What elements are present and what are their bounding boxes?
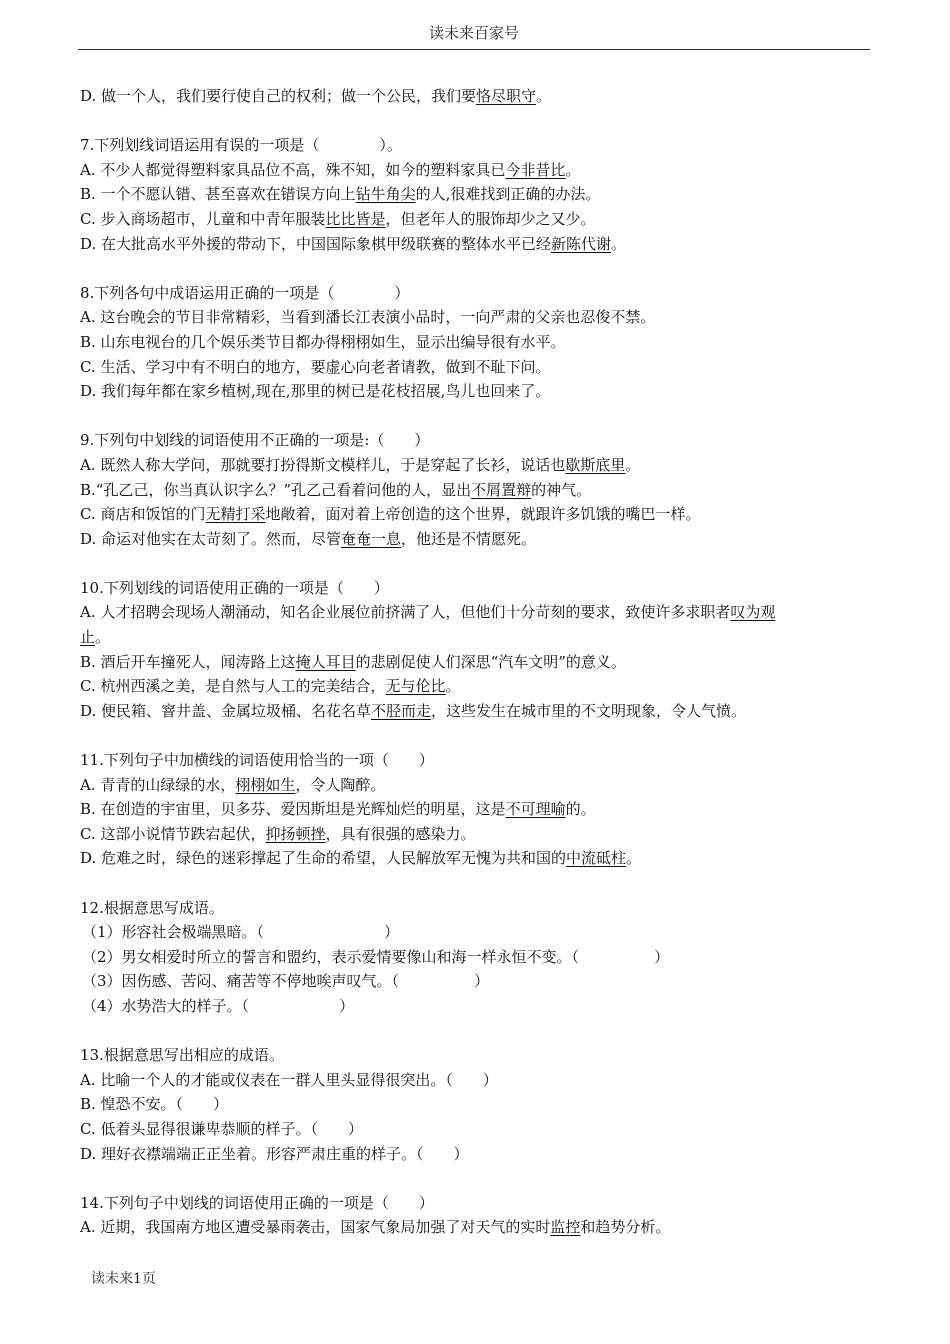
page-footer: 读未来1页 xyxy=(91,1271,156,1287)
underlined-term: 监控 xyxy=(550,1218,581,1237)
answer-blank[interactable] xyxy=(183,1095,213,1113)
text-line xyxy=(80,920,870,945)
text-line xyxy=(80,1092,870,1117)
paragraph-gap xyxy=(80,109,870,134)
line-text-tail: 地敞着，面对着上帝创造的这个世界，就跟许多饥饿的嘴巴一样。 xyxy=(265,505,701,524)
line-text: 10.下列划线的词语使用正确的一项是（ xyxy=(80,578,344,597)
line-text-tail: 的神气。 xyxy=(531,480,592,499)
line-text-tail: ，他还是不情愿死。 xyxy=(401,529,537,548)
line-text-tail: ） xyxy=(482,1070,498,1089)
underlined-term: 抑扬顿挫 xyxy=(265,824,326,843)
text-line xyxy=(80,305,870,330)
answer-blank[interactable] xyxy=(334,284,394,302)
line-text-tail: 。 xyxy=(536,87,552,105)
line-text: D. 便民箱、窨井盖、金属垃圾桶、名花名草 xyxy=(80,701,372,720)
underlined-term: 无与伦比 xyxy=(385,677,446,696)
paragraph-gap xyxy=(80,404,870,429)
line-text: A. 不少人都觉得塑料家具品位不高，殊不知，如今的塑料家具已 xyxy=(80,160,506,179)
answer-blank[interactable] xyxy=(384,431,414,449)
line-text-tail: ，但老年人的服饰却少之又少。 xyxy=(385,209,596,228)
line-text-tail: 的。 xyxy=(565,800,596,819)
line-text-tail: ） xyxy=(414,431,430,450)
line-text-tail: ） xyxy=(474,972,490,991)
page-header: 读未来百家号 xyxy=(428,24,519,42)
line-text-tail: ，令人陶醉。 xyxy=(295,775,386,794)
line-text: D. 我们每年都在家乡植树,现在,那里的树已是花枝招展,鸟儿也回来了。 xyxy=(80,382,551,401)
underlined-term: 恪尽职守 xyxy=(476,87,537,105)
text-line xyxy=(80,281,870,306)
text-line xyxy=(80,1142,870,1167)
text-line xyxy=(80,1068,870,1093)
paragraph-gap xyxy=(80,723,870,748)
paragraph-gap xyxy=(80,1166,870,1191)
line-text: C. 杭州西溪之美，是自然与人工的完美结合， xyxy=(80,677,386,696)
text-line xyxy=(80,84,870,109)
line-text: 7.下列划线词语运用有误的一项是（ xyxy=(80,136,320,155)
line-text: C. 这部小说情节跌宕起伏， xyxy=(80,824,266,843)
answer-blank[interactable] xyxy=(579,948,654,966)
text-line xyxy=(80,674,870,699)
answer-blank[interactable] xyxy=(319,136,379,154)
line-text-tail: ，具有很强的感染力。 xyxy=(325,824,476,843)
line-text: （3）因伤感、苦闷、痛苦等不停地唉声叹气。（ xyxy=(82,972,400,991)
line-text: D. 在大批高水平外援的带动下，中国国际象棋甲级联赛的整体水平已经 xyxy=(80,234,552,253)
line-text-tail: ） xyxy=(453,1144,469,1163)
line-text: B. 一个不愿认错、甚至喜欢在错误方向上 xyxy=(80,185,356,204)
paragraph-gap xyxy=(80,256,870,281)
text-line xyxy=(80,355,870,380)
text-line xyxy=(80,896,870,921)
line-text-tail: 。 xyxy=(611,234,627,253)
text-line xyxy=(80,1043,870,1068)
header-rule xyxy=(78,49,870,50)
answer-blank[interactable] xyxy=(389,1194,419,1212)
underlined-term: 不可理喻 xyxy=(505,800,566,819)
underlined-term: 不胫而走 xyxy=(371,701,432,720)
line-text: 12.根据意思写成语。 xyxy=(80,898,224,917)
underlined-term: 无精打采 xyxy=(205,505,266,524)
text-line xyxy=(80,650,870,675)
line-text-tail: 。 xyxy=(626,849,642,868)
line-text: 14.下列句子中划线的词语使用正确的一项是（ xyxy=(80,1193,389,1212)
text-line xyxy=(80,600,870,625)
line-text-tail: 。 xyxy=(565,160,581,179)
text-line xyxy=(80,945,870,970)
underlined-term: 不屑置辩 xyxy=(471,480,532,499)
answer-blank[interactable] xyxy=(264,923,384,941)
line-text-tail: 。 xyxy=(625,455,641,474)
text-line xyxy=(80,748,870,773)
text-line xyxy=(80,1117,870,1142)
text-line xyxy=(80,133,870,158)
line-text: 13.根据意思写出相应的成语。 xyxy=(80,1046,284,1065)
answer-blank[interactable] xyxy=(344,579,374,597)
line-text: D. 做一个人，我们要行使自己的权利；做一个公民，我们要 xyxy=(80,87,477,105)
line-text: D. 危难之时，绿色的迷彩撑起了生命的希望，人民解放军无愧为共和国的 xyxy=(80,849,567,868)
text-line xyxy=(80,846,870,871)
line-text: B. 在创造的宇宙里，贝多芬、爱因斯坦是光辉灿烂的明星，这是 xyxy=(80,800,506,819)
text-line xyxy=(80,625,870,650)
text-line xyxy=(80,428,870,453)
line-text: B. 山东电视台的几个娱乐类节目都办得栩栩如生，显示出编导很有水平。 xyxy=(80,332,566,351)
paragraph-gap xyxy=(80,1019,870,1044)
line-text: C. 生活、学习中有不明白的地方，要虚心向老者请教，做到不耻下问。 xyxy=(80,357,551,376)
text-line xyxy=(80,1215,870,1240)
line-text: A. 既然人称大学问，那就要打扮得斯文模样儿，于是穿起了长衫，说话也 xyxy=(80,455,566,474)
text-line xyxy=(80,158,870,183)
line-text-tail: 。 xyxy=(445,677,461,696)
line-text: D. 命运对他实在太苛刻了。然而，尽管 xyxy=(80,529,342,548)
text-line xyxy=(80,453,870,478)
text-line xyxy=(80,478,870,503)
text-line xyxy=(80,330,870,355)
line-text: A. 比喻一个人的才能或仪表在一群人里头显得很突出。（ xyxy=(80,1070,453,1089)
line-text: B. 酒后开车撞死人，闻涛路上这 xyxy=(80,652,296,671)
line-text-tail: ） xyxy=(213,1095,229,1114)
line-text: （2）男女相爱时所立的誓言和盟约，表示爱情要像山和海一样永恒不变。（ xyxy=(82,947,580,966)
line-text-tail: ）。 xyxy=(379,136,402,155)
underlined-term: 栩栩如生 xyxy=(235,775,296,794)
answer-blank[interactable] xyxy=(453,1071,483,1089)
text-line xyxy=(80,207,870,232)
text-line xyxy=(80,502,870,527)
underlined-term: 奄奄一息 xyxy=(341,529,402,548)
line-text-tail: ，这些发生在城市里的不文明现象，令人气愤。 xyxy=(431,701,747,720)
line-text: C. 步入商场超市，儿童和中青年服装 xyxy=(80,209,326,228)
line-text-tail: ） xyxy=(373,578,389,597)
underlined-term: 中流砥柱 xyxy=(566,849,627,868)
text-line xyxy=(80,379,870,404)
line-text: C. 商店和饭馆的门 xyxy=(80,505,206,524)
text-line xyxy=(80,699,870,724)
text-line xyxy=(80,576,870,601)
line-text: 9.下列句中划线的词语使用不正确的一项是:（ xyxy=(80,431,385,450)
line-text-tail: ） xyxy=(418,1193,434,1212)
line-text-tail: ） xyxy=(348,1119,364,1138)
line-text-tail: 的人,很难找到正确的办法。 xyxy=(415,185,601,204)
text-line xyxy=(80,969,870,994)
text-line xyxy=(80,1191,870,1216)
answer-blank[interactable] xyxy=(249,997,339,1015)
answer-blank[interactable] xyxy=(399,972,474,990)
line-text: B. 惶恐不安。（ xyxy=(80,1095,184,1114)
line-text: （4）水势浩大的样子。（ xyxy=(82,996,250,1015)
paragraph-gap xyxy=(80,551,870,576)
text-line xyxy=(80,773,870,798)
line-text: A. 青青的山绿绿的水， xyxy=(80,775,236,794)
line-text-tail: ） xyxy=(339,996,355,1015)
text-line xyxy=(80,994,870,1019)
underlined-term: 掩人耳目 xyxy=(295,652,356,671)
text-line xyxy=(80,232,870,257)
paragraph-gap xyxy=(80,871,870,896)
line-text-tail: ） xyxy=(384,923,400,942)
line-text-tail: ） xyxy=(418,751,434,770)
document-body xyxy=(80,84,870,1240)
line-text: C. 低着头显得很谦卑恭顺的样子。（ xyxy=(80,1119,318,1138)
line-text: （1）形容社会极端黑暗。（ xyxy=(82,923,265,942)
underlined-term: 钻牛角尖 xyxy=(355,185,416,204)
underlined-term: 叹为观 xyxy=(730,603,776,622)
underlined-term: 新陈代谢 xyxy=(551,234,612,253)
line-text: B.“孔乙己，你当真认识字么？”孔乙己看着问他的人，显出 xyxy=(80,480,472,499)
line-text-tail: 。 xyxy=(95,628,111,647)
answer-blank[interactable] xyxy=(424,1145,454,1163)
line-text: 11.下列句子中加横线的词语使用恰当的一项（ xyxy=(80,751,389,770)
line-text: 8.下列各句中成语运用正确的一项是（ xyxy=(80,283,335,302)
line-text-tail: ） xyxy=(654,947,670,966)
underlined-term: 比比皆是 xyxy=(325,209,386,228)
text-line xyxy=(80,797,870,822)
line-text: A. 近期，我国南方地区遭受暴雨袭击，国家气象局加强了对天气的实时 xyxy=(80,1218,551,1237)
underlined-term: 歇斯底里 xyxy=(565,455,626,474)
line-text-tail: 和趋势分析。 xyxy=(580,1218,671,1237)
text-line xyxy=(80,182,870,207)
text-line xyxy=(80,822,870,847)
line-text: D. 理好衣襟端端正正坐着。形容严肃庄重的样子。（ xyxy=(80,1144,424,1163)
line-text: A. 人才招聘会现场人潮涌动，知名企业展位前挤满了人，但他们十分苛刻的要求，致使许多求职者 xyxy=(80,603,731,622)
underlined-term: 今非昔比 xyxy=(505,160,566,179)
line-text-tail: ） xyxy=(394,283,410,302)
answer-blank[interactable] xyxy=(318,1120,348,1138)
text-line xyxy=(80,527,870,552)
underlined-term: 止 xyxy=(80,628,96,647)
line-text-tail: 的悲剧促使人们深思“汽车文明”的意义。 xyxy=(355,652,626,671)
answer-blank[interactable] xyxy=(389,751,419,769)
line-text: A. 这台晚会的节目非常精彩，当看到潘长江表演小品时，一向严肃的父亲也忍俊不禁。 xyxy=(80,308,656,327)
